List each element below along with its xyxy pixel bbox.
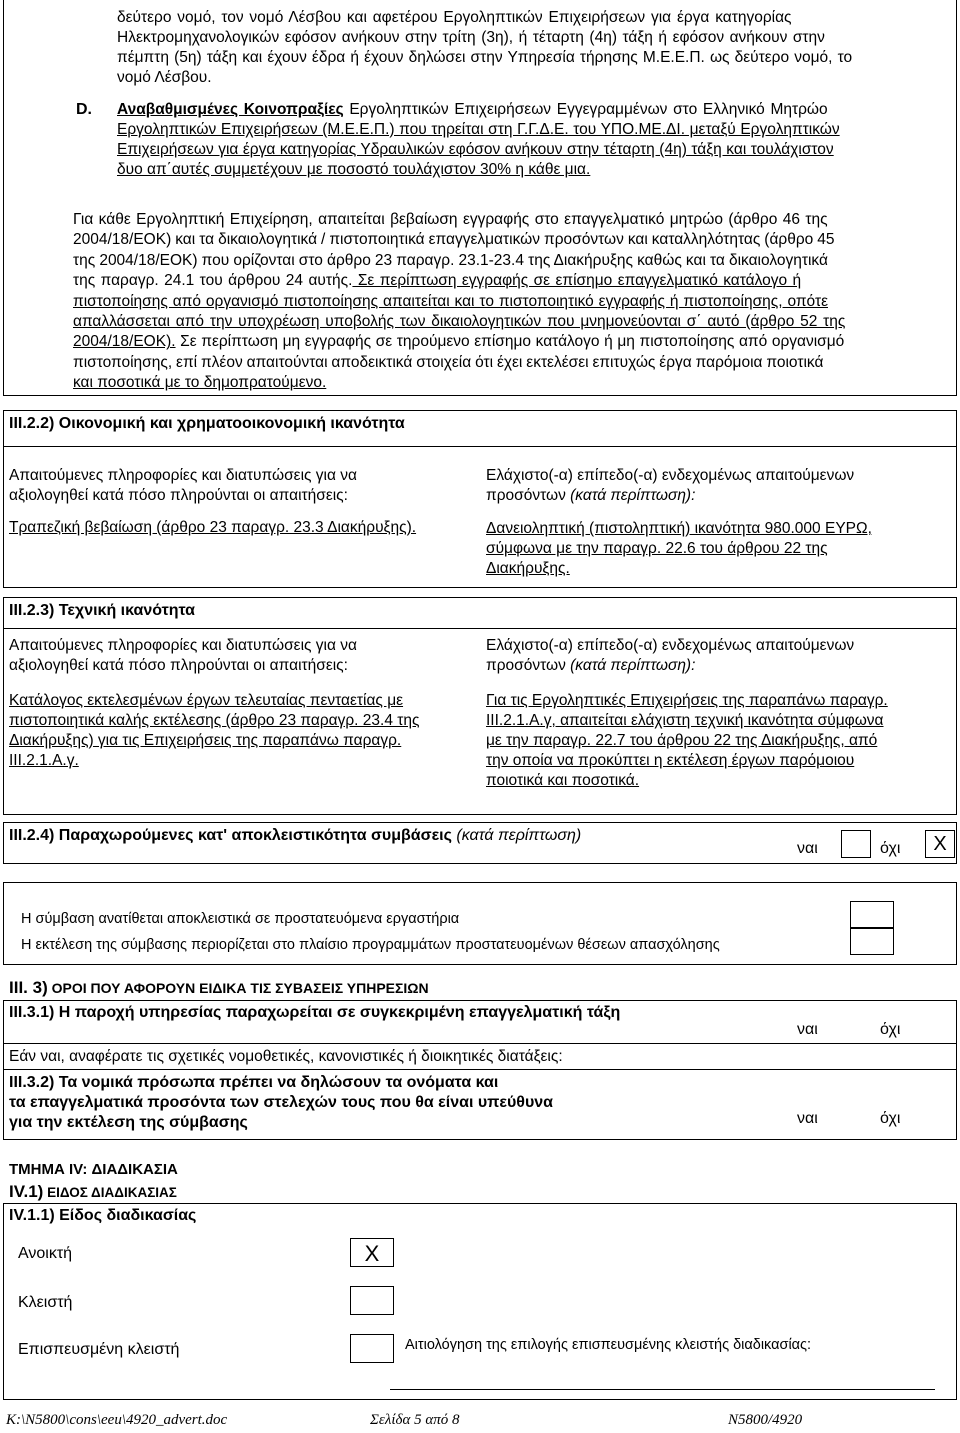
option-accelerated-checkbox[interactable] xyxy=(350,1334,394,1363)
text-line: πιστοποίησης από οργανισμό πιστοποίησης απαιτείται και το πιστοποιητικό εγγραφής ή πιστοποίησης, οπότε xyxy=(73,292,828,310)
section-iii-2-3-title: III.2.3) Τεχνική ικανότητα xyxy=(9,602,196,619)
text-line: Για τις Εργοληπτικές Επιχειρήσεις της παραπάνω παραγρ. xyxy=(486,692,888,709)
s332-yes-label: ναι xyxy=(797,1110,818,1127)
text-line: απαλλάσσεται από την υποχρέωση υποβολής των δικαιολογητικών που μνημονεύονται σ΄ αυτό (άρθρο 52 της xyxy=(73,313,846,331)
item-d-text xyxy=(117,100,953,180)
footer-path: K:\N5800\cons\eeu\4920_advert.doc xyxy=(6,1412,228,1428)
accelerated-reason-label: Αιτιολόγηση της επιλογής επισπευσμένης κλειστής διαδικασίας: xyxy=(405,1337,812,1353)
text-line: τα επαγγελματικά προσόντα των στελεχών τους που θα είναι υπεύθυνα xyxy=(9,1094,553,1111)
text-line: Κατάλογος εκτελεσμένων έργων τελευταίας πενταετίας με xyxy=(9,692,404,709)
text-line: Ηλεκτρομηχανολογικών εφόσον ανήκουν στην τρίτη (3η), ή τέταρτη (4η) τάξη ή εφόσον ανήκουν στην xyxy=(117,29,825,46)
text-line: Απαιτούμενες πληροφορίες και διατυπώσεις για να xyxy=(9,467,357,484)
text-line: της 2004/18/ΕΟΚ) που ορίζονται στο άρθρο 23 παραγρ. 23.1-23.4 της Διακήρυξης καθώς και τα δικαιολογητικά xyxy=(73,251,828,269)
text-line xyxy=(486,656,854,676)
text-line: Διακήρυξης) για τις Επιχειρήσεις της παραπάνω παραγρ. xyxy=(9,732,402,749)
text-line: σύμφωνα με την παραγρ. 22.6 του άρθρου 22 της xyxy=(486,540,828,557)
text-line xyxy=(73,271,953,291)
s324-yes-checkbox[interactable] xyxy=(841,830,871,858)
option-accelerated-label: Επισπευσμένη κλειστή xyxy=(18,1341,180,1358)
text-line: δεύτερο νομό, τον νομό Λέσβου και αφετέρου Εργοληπτικών Επιχειρήσεων για έργα κατηγορίας xyxy=(117,9,792,26)
section-iv-1-title xyxy=(9,1182,177,1202)
text-fragment: III.2.4) Παραχωρούμενες κατ' αποκλειστικότητα συμβάσεις xyxy=(9,827,452,844)
text-fragment: ΕΙΔΟΣ ΔΙΑΔΙΚΑΣΙΑΣ xyxy=(43,1185,177,1200)
s324-yes-label: ναι xyxy=(797,840,818,857)
s322-right-heading xyxy=(486,466,854,506)
intro-paragraph-2 xyxy=(73,210,953,394)
section-iii-3-title xyxy=(9,978,429,998)
text-line: για την εκτέλεση της σύμβασης xyxy=(9,1114,248,1131)
text-line: πέμπτη (5η) τάξη και έχουν έδρα ή έχουν δηλώσει στην Υπηρεσία τήρησης Μ.Ε.Ε.Π. ως δεύτερο νομό, το xyxy=(117,49,853,66)
text-fragment: της παραγρ. 24.1 του άρθρου 24 αυτής. xyxy=(73,272,353,290)
text-line: Απαιτούμενες πληροφορίες και διατυπώσεις για να xyxy=(9,637,357,654)
s322-left-value: Τραπεζική βεβαίωση (άρθρο 23 παραγρ. 23.3 Διακήρυξης). xyxy=(9,519,417,536)
text-fragment: Σε περίπτωση μη εγγραφής σε τηρούμενο επίσημο κατάλογο ή μη πιστοποίησης από οργανισμό xyxy=(175,333,845,351)
text-fragment: (κατά περίπτωση): xyxy=(570,487,696,504)
s331-note: Εάν ναι, αναφέρατε τις σχετικές νομοθετικές, κανονιστικές ή διοικητικές διατάξεις: xyxy=(9,1048,563,1065)
divider xyxy=(3,1043,957,1044)
text-line: και ποσοτικά με το δημοπρατούμενο. xyxy=(73,374,327,392)
text-fragment: προσόντων xyxy=(486,487,571,504)
section-iii-2-4-title xyxy=(9,827,581,845)
text-fragment: Εργοληπτικών Επιχειρήσεων Εγγεγραμμένων στο Ελληνικό Μητρώο xyxy=(343,101,828,118)
text-fragment: ΟΡΟΙ ΠΟΥ ΑΦΟΡΟΥΝ ΕΙΔΙΚΑ ΤΙΣ ΣΥΒΑΣΕΙΣ ΥΠΗΡΕΣΙΩΝ xyxy=(47,980,429,996)
option-open-label: Ανοικτή xyxy=(18,1245,73,1262)
s324-protected-workshops-checkbox[interactable] xyxy=(850,901,894,928)
s324-option-protected-workshops: Η σύμβαση ανατίθεται αποκλειστικά σε προστατευόμενα εργαστήρια xyxy=(21,911,460,927)
divider xyxy=(3,1069,957,1070)
s332-no-label: όχι xyxy=(880,1110,901,1127)
text-fragment: (κατά περίπτωση): xyxy=(570,657,696,674)
s323-right-value xyxy=(486,691,888,791)
option-restricted-label: Κλειστή xyxy=(18,1294,73,1311)
accelerated-reason-line[interactable] xyxy=(390,1389,935,1390)
text-fragment: Σε περίπτωση εγγραφής σε επίσημο επαγγελματικό κατάλογο ή xyxy=(352,272,802,290)
text-line: ΙΙΙ.2.1.Α.γ, απαιτείται ελάχιστη τεχνική ικανότητα σύμφωνα xyxy=(486,712,884,729)
section-iii-2-2-title: III.2.2) Οικονομική και χρηματοοικονομική ικανότητα xyxy=(9,415,405,432)
text-line: με την παραγρ. 22.7 του άρθρου 22 της Διακήρυξης, από xyxy=(486,732,878,749)
text-line: Δανειοληπτική (πιστοληπτική) ικανότητα 980.000 ΕΥΡΩ, xyxy=(486,520,872,537)
footer-reference: N5800/4920 xyxy=(728,1412,803,1428)
s323-right-heading xyxy=(486,636,854,676)
s324-protected-employment-checkbox[interactable] xyxy=(850,928,894,955)
option-open-checkbox[interactable]: X xyxy=(350,1238,394,1267)
s324-no-label: όχι xyxy=(880,840,901,857)
s324-option-protected-employment: Η εκτέλεση της σύμβασης περιορίζεται στο πλαίσιο προγραμμάτων προστατευομένων θέσεων απασχόλησης xyxy=(21,937,720,953)
text-line: νομό Λέσβου. xyxy=(117,69,212,86)
text-line: Εργοληπτικών Επιχειρήσεων (Μ.Ε.Ε.Π.) που τηρείται στη Γ.Γ.Δ.Ε. του ΥΠΟ.ΜΕ.ΔΙ. μεταξύ Εργοληπτικών xyxy=(117,121,840,138)
text-fragment: 2004/18/ΕΟΚ). xyxy=(73,333,176,351)
text-line: Για κάθε Εργοληπτική Επιχείρηση, απαιτείται βεβαίωση εγγραφής στο επαγγελματικό μητρώο (άρθρο 46 της xyxy=(73,211,828,228)
text-line: αξιολογηθεί κατά πόσο πληρούνται οι απαιτήσεις: xyxy=(9,487,348,504)
text-line xyxy=(73,332,953,352)
s331-no-label: όχι xyxy=(880,1021,901,1038)
s323-left-heading xyxy=(9,636,357,676)
text-line: Επιχειρήσεων για έργα κατηγορίας Υδραυλικών εφόσον ανήκουν στην τέταρτη (4η) τάξη και τουλάχιστον xyxy=(117,141,834,158)
s332-question xyxy=(9,1073,553,1133)
section-iv-box xyxy=(3,1203,957,1400)
text-line: την οποία να προκύπτει η εκτέλεση έργων παρόμοιου xyxy=(486,752,855,769)
text-line: ποιοτικά και ποσοτικά. xyxy=(486,772,640,789)
s324-no-checkbox[interactable]: X xyxy=(925,830,955,858)
text-line: Ελάχιστο(-α) επίπεδο(-α) ενδεχομένως απαιτούμενων xyxy=(486,467,855,484)
joint-ventures-term: Αναβαθμισμένες Κοινοπραξίες xyxy=(117,101,344,118)
text-fragment: III. 3) xyxy=(9,978,48,997)
footer-page-number: Σελίδα 5 από 8 xyxy=(370,1412,460,1428)
text-line: πιστοποίησης, επί πλέον απαιτούνται αποδεικτικά στοιχεία ότι έχει εκτελέσει επιτυχώς έργα παρόμοια ποιοτικά xyxy=(73,353,824,371)
text-fragment: (κατά περίπτωση) xyxy=(451,827,582,844)
text-line: πιστοποιητικά καλής εκτέλεσης (άρθρο 23 παραγρ. 23.4 της xyxy=(9,712,420,729)
text-line: Ελάχιστο(-α) επίπεδο(-α) ενδεχομένως απαιτούμενων xyxy=(486,637,855,654)
text-line: III.3.2) Τα νομικά πρόσωπα πρέπει να δηλώσουν τα ονόματα και xyxy=(9,1074,499,1091)
divider xyxy=(3,628,957,629)
text-line xyxy=(117,100,953,120)
text-line xyxy=(486,486,854,506)
text-fragment: προσόντων xyxy=(486,657,571,674)
intro-paragraph-1 xyxy=(117,8,953,88)
text-line: δυο απ΄αυτές συμμετέχουν με ποσοστό τουλάχιστον 30% η κάθε μια. xyxy=(117,161,591,178)
text-line: ΙΙΙ.2.1.Α.γ. xyxy=(9,752,79,769)
text-fragment: IV.1) xyxy=(9,1182,44,1201)
text-line: Διακήρυξης. xyxy=(486,560,570,577)
option-restricted-checkbox[interactable] xyxy=(350,1286,394,1315)
divider xyxy=(3,446,957,447)
s322-right-value xyxy=(486,519,872,579)
section-iv-1-1-title: IV.1.1) Είδος διαδικασίας xyxy=(9,1207,197,1224)
text-line: 2004/18/ΕΟΚ) και τα δικαιολογητικά / πιστοποιητικά επαγγελματικών προσόντων και καταλληλότητας (άρθρο 45 xyxy=(73,231,835,249)
text-line: αξιολογηθεί κατά πόσο πληρούνται οι απαιτήσεις: xyxy=(9,657,348,674)
s323-left-value xyxy=(9,691,419,771)
item-d-marker: D. xyxy=(76,101,92,118)
s331-yes-label: ναι xyxy=(797,1021,818,1038)
s322-left-heading xyxy=(9,466,357,506)
s331-question: III.3.1) Η παροχή υπηρεσίας παραχωρείται σε συγκεκριμένη επαγγελματική τάξη xyxy=(9,1004,621,1021)
section-iv-title: ΤΜΗΜΑ IV: ΔΙΑΔΙΚΑΣΙΑ xyxy=(9,1161,178,1178)
